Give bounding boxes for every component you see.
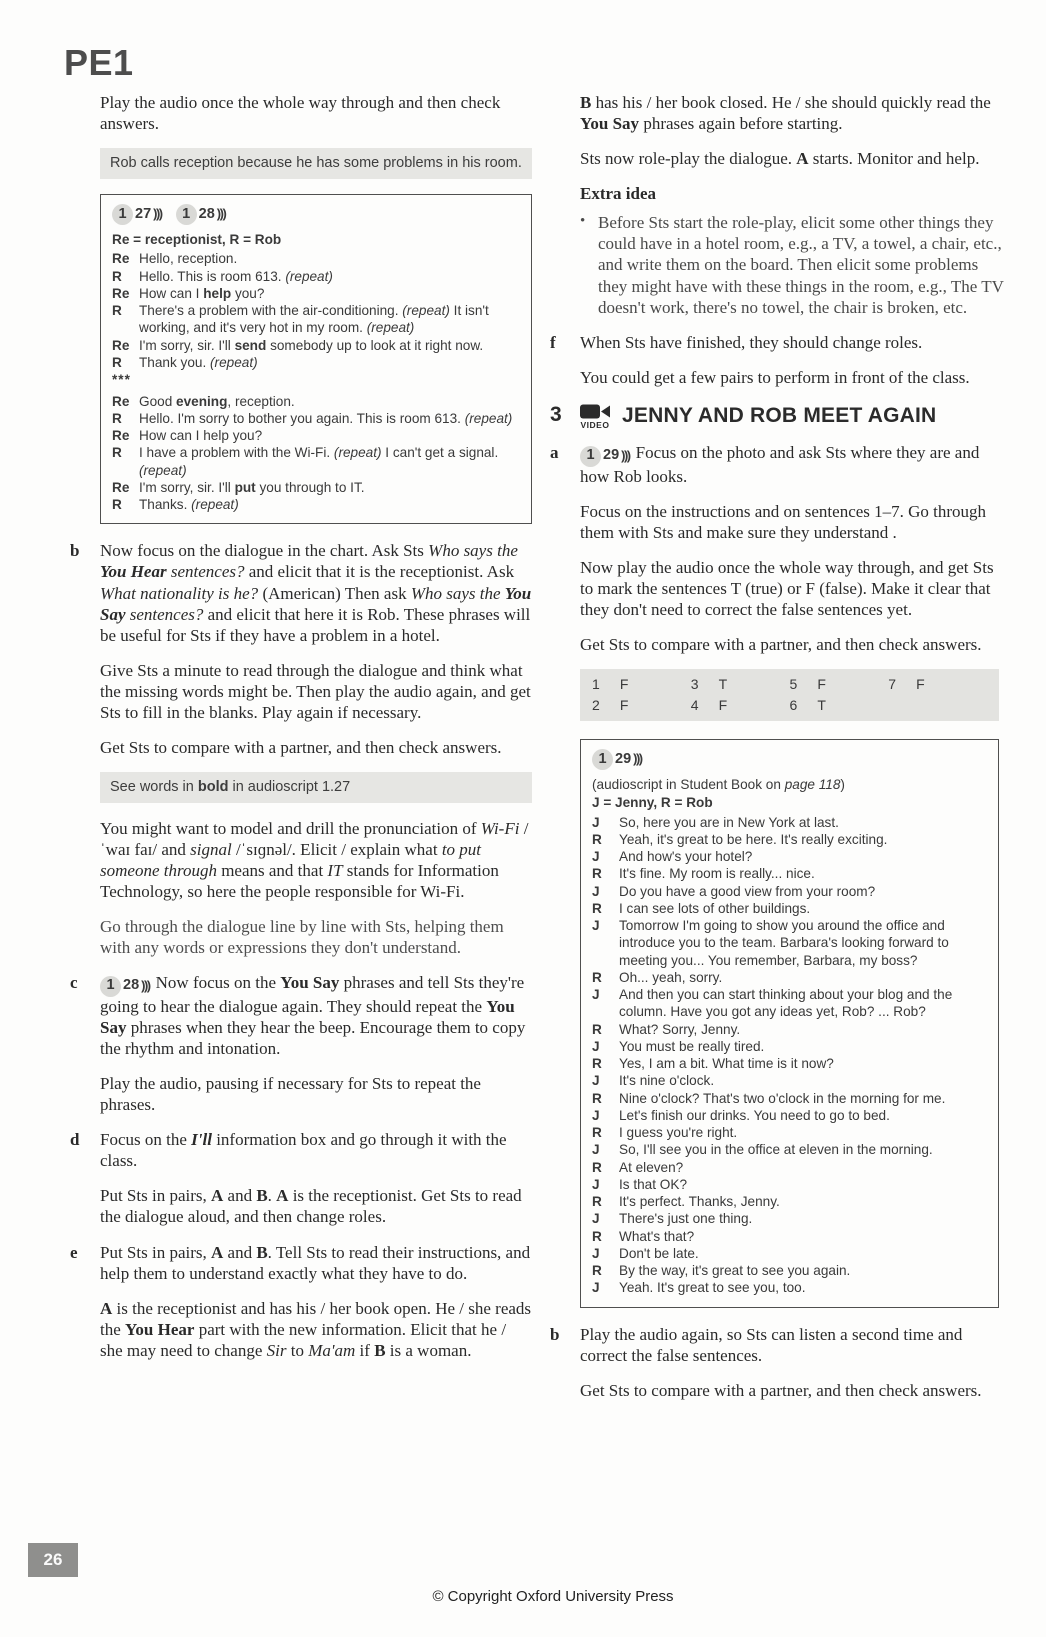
dialogue-line: [592, 1021, 987, 1038]
dialogue-line: [592, 814, 987, 831]
step-c: [70, 972, 532, 1115]
answer-item: [691, 697, 790, 714]
dialogue-text: It's fine. My room is really... nice.: [619, 866, 815, 882]
paragraph: [100, 972, 532, 1059]
audio-track-number: 28: [123, 977, 140, 994]
paragraph-text: Focus on the photo and ask Sts where they are and how Rob looks.: [580, 443, 980, 486]
page-number-badge: 26: [28, 1543, 78, 1577]
paragraph: A is the receptionist and has his / her book open. He / she reads the You Hear part with the new information. Elicit that he / she may need to change Sir to Ma'am if B is a woman.: [100, 1298, 532, 1360]
speaker-label: R: [112, 410, 122, 426]
step-letter: b: [550, 1324, 560, 1344]
speaker-label: J: [592, 1142, 600, 1158]
dialogue-line: [592, 986, 987, 1021]
dialogue-text: I have a problem with the Wi-Fi. (repeat) I can't get a signal. (repeat): [139, 445, 499, 478]
dialogue-text: Tomorrow I'm going to show you around the office and introduce you to the team. Barbara's looking forward to meeting you... You remember, Barbara, my boss?: [619, 918, 949, 968]
dialogue-text: At eleven?: [619, 1159, 684, 1175]
step-letter: f: [550, 332, 556, 352]
step-letter: c: [70, 973, 78, 993]
paragraph: You could get a few pairs to perform in front of the class.: [580, 367, 970, 387]
dialogue-line: [592, 883, 987, 900]
summary-box: Rob calls reception because he has some problems in his room.: [100, 148, 532, 179]
dialogue-text: It's nine o'clock.: [619, 1073, 715, 1089]
speaker-label: R: [592, 1159, 602, 1175]
dialogue-text: Hello. This is room 613. (repeat): [139, 268, 333, 284]
speaker-label: J: [592, 1176, 600, 1192]
dialogue-part-2: [112, 393, 520, 514]
dialogue-line: [592, 848, 987, 865]
answer-item: [888, 676, 987, 693]
page-title: PE1: [64, 42, 134, 83]
dialogue-line: [112, 479, 520, 496]
answer-item: [592, 697, 691, 714]
speaker-label: R: [112, 354, 122, 370]
dialogue-line: [112, 496, 520, 513]
dialogue-text: There's just one thing.: [619, 1211, 753, 1227]
dialogue-line: [112, 444, 520, 479]
paragraph: [580, 442, 1011, 487]
dialogue-text: What's that?: [619, 1228, 695, 1244]
dialogue-line: [112, 250, 520, 267]
dialogue-line: [592, 900, 987, 917]
speaker-label: R: [592, 1056, 602, 1072]
dialogue-line: [592, 1193, 987, 1210]
audio-disc-icon: 1: [592, 749, 613, 770]
answer-value: T: [817, 696, 826, 713]
dialogue-line: [592, 1245, 987, 1262]
answer-item: [790, 676, 889, 693]
audio-track-icon: [592, 749, 642, 770]
dialogue-line: [592, 1141, 987, 1158]
dialogue-text: Yes, I am a bit. What time is it now?: [619, 1056, 834, 1072]
audio-track-icon: [112, 204, 162, 225]
dialogue-text: Yeah. It's great to see you, too.: [619, 1280, 806, 1296]
step-letter: a: [550, 443, 559, 463]
speaker-label: J: [592, 1038, 600, 1054]
paragraph: Get Sts to compare with a partner, and then check answers.: [100, 737, 502, 757]
speaker-label: R: [592, 900, 602, 916]
cast-line: J = Jenny, R = Rob: [592, 795, 713, 811]
two-column-layout: [65, 92, 1016, 1415]
paragraph: Put Sts in pairs, A and B. Tell Sts to read their instructions, and help them to understand exactly what they have to do.: [100, 1242, 531, 1283]
paragraph: Get Sts to compare with a partner, and then check answers.: [580, 635, 982, 655]
dialogue-text: Is that OK?: [619, 1176, 688, 1192]
dialogue-line: [112, 427, 520, 444]
dialogue-line: [592, 1159, 987, 1176]
dialogue-text: What? Sorry, Jenny.: [619, 1021, 741, 1037]
dialogue-text: Thank you. (repeat): [139, 354, 258, 370]
dialogue-text: You must be really tired.: [619, 1038, 765, 1054]
dialogue-text: Hello, reception.: [139, 251, 238, 267]
dialogue-line: [592, 1262, 987, 1279]
speaker-label: J: [592, 849, 600, 865]
section-number: 3: [550, 402, 562, 426]
dialogue-line: [592, 1107, 987, 1124]
dialogue-line: [592, 1090, 987, 1107]
speaker-label: J: [592, 918, 600, 934]
paragraph: Give Sts a minute to read through the dialogue and think what the missing words might be. Then play the audio again, and get Sts to fill in the blanks. Play again if necessary.: [100, 660, 531, 722]
speaker-label: Re: [112, 428, 130, 444]
audio-track-icon: [580, 446, 630, 467]
video-caption: VIDEO: [580, 419, 610, 430]
answer-value: F: [619, 696, 629, 713]
script-source-note: (audioscript in Student Book on page 118): [592, 777, 845, 793]
answer-item: [790, 697, 889, 714]
bullet-text: Before Sts start the role-play, elicit some other things they could have in a hotel room, e.g., a TV, a towel, a chair, etc., and write them on the board. Then elicit some problems they might have with these things in the room, e.g., The TV doesn't work, there's no towel, the chair is broken, etc.: [598, 213, 1004, 317]
step-b-right: [550, 1324, 1011, 1401]
dialogue-text: It's perfect. Thanks, Jenny.: [619, 1194, 780, 1210]
dialogue-line: [112, 393, 520, 410]
dialogue-text: Nine o'clock? That's two o'clock in the morning for me.: [619, 1090, 946, 1106]
dialogue-text: I'm sorry, sir. I'll put you through to IT.: [139, 479, 365, 495]
dialogue-text: By the way, it's great to see you again.: [619, 1263, 851, 1279]
answer-value: F: [619, 676, 629, 693]
dialogue-line: [592, 969, 987, 986]
speaker-label: Re: [112, 479, 130, 495]
dialogue-line: [112, 268, 520, 285]
speaker-label: Re: [112, 337, 130, 353]
speaker-label: J: [592, 1245, 600, 1261]
speaker-label: R: [112, 268, 122, 284]
paragraph: Put Sts in pairs, A and B. A is the receptionist. Get Sts to read the dialogue aloud, and then change roles.: [100, 1186, 522, 1227]
cast-line: Re = receptionist, R = Rob: [112, 232, 282, 247]
step-e: [70, 1242, 532, 1361]
audio-track-row: [112, 204, 520, 225]
paragraph: You might want to model and drill the pronunciation of Wi-Fi /ˈwaɪ faɪ/ and signal /ˈsɪɡnəl/. Elicit / explain what to put someone through means and that IT stands for Information Technology, so here the people responsible for Wi-Fi.: [100, 818, 529, 902]
answer-item: [691, 676, 790, 693]
speaker-label: J: [592, 814, 600, 830]
speaker-label: R: [592, 1090, 602, 1106]
dialogue-text: How can I help you?: [139, 428, 263, 444]
video-icon: [580, 403, 610, 431]
dialogue-text: Good evening, reception.: [139, 393, 295, 409]
audio-track-row: [592, 749, 987, 770]
section-title: JENNY AND ROB MEET AGAIN: [622, 403, 937, 427]
sound-waves-icon: ))): [633, 751, 642, 767]
dialogue-line: [592, 1124, 987, 1141]
sound-waves-icon: ))): [141, 978, 150, 994]
sound-waves-icon: ))): [153, 206, 162, 222]
dialogue-text: There's a problem with the air-conditioning. (repeat) It isn't working, and it's very hot in my room. (repeat): [139, 303, 489, 336]
dialogue-line: [592, 1055, 987, 1072]
speaker-label: J: [592, 883, 600, 899]
dialogue-part-1: [112, 250, 520, 371]
answer-number: 1: [592, 676, 600, 693]
step-letter: d: [70, 1130, 80, 1150]
dialogue-text: I guess you're right.: [619, 1125, 738, 1141]
dialogue-separator: ***: [112, 372, 131, 387]
speaker-label: R: [112, 445, 122, 461]
paragraph: When Sts have finished, they should change roles.: [580, 332, 923, 352]
intro-paragraph: Play the audio once the whole way through and then check answers.: [100, 93, 501, 134]
answer-number: 2: [592, 696, 600, 713]
audio-track-number: 29: [603, 447, 620, 464]
dialogue-line: [112, 337, 520, 354]
speaker-label: R: [592, 1125, 602, 1141]
speaker-label: R: [112, 497, 122, 513]
extra-idea-title: Extra idea: [580, 184, 657, 204]
dialogue-line: [112, 302, 520, 337]
dialogue-line: [592, 1176, 987, 1193]
answer-number: 4: [690, 696, 699, 713]
bullet-icon: •: [580, 213, 586, 230]
paragraph: B has his / her book closed. He / she should quickly read the You Say phrases again before starting.: [580, 93, 991, 134]
left-column: [65, 92, 532, 1415]
dialogue-text: Don't be late.: [619, 1245, 699, 1261]
paragraph: Now play the audio once the whole way through, and get Sts to mark the sentences T (true) or F (false). Make it clear that they don't need to correct the false sentences yet.: [580, 558, 994, 620]
speaker-label: R: [112, 303, 122, 318]
dialogue-line: [592, 865, 987, 882]
dialogue-text: Hello. I'm sorry to bother you again. This is room 613. (repeat): [139, 410, 513, 426]
audio-track-number: 29: [615, 751, 632, 768]
audio-track-icon: [176, 204, 226, 225]
dialogue-line: [592, 1279, 987, 1296]
speaker-label: R: [592, 1228, 602, 1244]
audioscript-box-1-29: [580, 739, 999, 1308]
answer-item: [592, 676, 691, 693]
dialogue-line: [592, 917, 987, 969]
dialogue-line: [112, 285, 520, 302]
speaker-label: R: [592, 1263, 602, 1279]
audio-disc-icon: 1: [176, 204, 197, 225]
paragraph: Play the audio again, so Sts can listen a second time and correct the false sentences.: [580, 1324, 963, 1365]
dialogue-line: [592, 1072, 987, 1089]
speaker-label: R: [592, 969, 602, 985]
answer-number: 3: [690, 676, 699, 693]
speaker-label: R: [592, 866, 602, 882]
dialogue-text: Thanks. (repeat): [139, 497, 239, 513]
audio-disc-icon: 1: [112, 204, 133, 225]
paragraph: Focus on the I'll information box and go through it with the class.: [100, 1130, 507, 1171]
audio-track-icon: [100, 976, 150, 997]
answer-value: T: [718, 676, 728, 693]
answer-value: F: [718, 696, 728, 713]
copyright-notice: © Copyright Oxford University Press: [432, 1588, 674, 1605]
audio-track-number: 28: [198, 206, 215, 223]
audio-disc-icon: 1: [100, 976, 121, 997]
speaker-label: R: [592, 1194, 602, 1210]
dialogue-text: And then you can start thinking about your blog and the column. Have you got any ideas yet, Rob? ... Rob?: [619, 987, 953, 1020]
audio-track-number: 27: [135, 206, 152, 223]
audioscript-box-1-27: [100, 194, 532, 524]
right-column: [550, 92, 1011, 1415]
dialogue-line: [112, 410, 520, 427]
step-letter: e: [70, 1242, 78, 1262]
dialogue-text: I can see lots of other buildings.: [619, 900, 811, 916]
speaker-label: J: [592, 987, 600, 1003]
paragraph: Now focus on the dialogue in the chart. Ask Sts Who says the You Hear sentences? and elicit that it is the receptionist. Ask What nationality is he? (American) Then ask Who says the You Say sentences? and elicit that here it is Rob. These phrases will be useful for Sts if they have a problem in a hotel.: [100, 541, 532, 645]
speaker-label: Re: [112, 285, 130, 301]
paragraph: Get Sts to compare with a partner, and then check answers.: [580, 1380, 982, 1400]
paragraph-text: Now focus on the You Say phrases and tell Sts they're going to hear the dialogue again. They should repeat the You Say phrases when they hear the beep. Encourage them to copy the rhythm and intonation.: [100, 973, 526, 1058]
dialogue-text: So, I'll see you in the office at eleven in the morning.: [619, 1142, 933, 1158]
speaker-label: J: [592, 1280, 600, 1296]
dialogue-text: Do you have a good view from your room?: [619, 883, 876, 899]
paragraph: Play the audio, pausing if necessary for Sts to repeat the phrases.: [100, 1074, 481, 1115]
paragraph: Go through the dialogue line by line with Sts, helping them with any words or expressions they don't understand.: [100, 917, 504, 958]
step-d: [70, 1129, 532, 1227]
video-camera-icon: [580, 403, 610, 420]
speaker-label: J: [592, 1073, 600, 1089]
answer-value: F: [916, 676, 925, 693]
section-3-header: [550, 402, 1011, 431]
speaker-label: J: [592, 1107, 600, 1123]
dialogue-lines: [592, 814, 987, 1297]
paragraph: Sts now role-play the dialogue. A starts. Monitor and help.: [580, 149, 980, 169]
dialogue-line: [592, 1210, 987, 1227]
speaker-label: Re: [112, 393, 130, 409]
extra-idea-bullet: [580, 212, 1011, 317]
dialogue-text: Let's finish our drinks. You need to go to bed.: [619, 1107, 890, 1123]
step-a: [550, 442, 1011, 655]
dialogue-text: Yeah, it's great to be here. It's really exciting.: [619, 831, 888, 847]
bold-words-box: See words in bold in audioscript 1.27: [100, 772, 532, 803]
speaker-label: Re: [112, 251, 130, 267]
answer-number: 7: [888, 676, 897, 693]
step-b: [70, 540, 532, 758]
answer-number: 6: [789, 696, 798, 713]
speaker-label: R: [592, 1021, 602, 1037]
dialogue-text: Oh... yeah, sorry.: [619, 969, 723, 985]
dialogue-text: How can I help you?: [139, 285, 265, 301]
speaker-label: J: [592, 1211, 600, 1227]
dialogue-line: [112, 354, 520, 371]
dialogue-line: [592, 1228, 987, 1245]
sound-waves-icon: ))): [621, 448, 630, 464]
audio-disc-icon: 1: [580, 446, 601, 467]
step-letter: b: [70, 541, 80, 561]
speaker-label: R: [592, 831, 602, 847]
dialogue-text: And how's your hotel?: [619, 849, 753, 865]
sound-waves-icon: ))): [216, 206, 226, 222]
dialogue-text: I'm sorry, sir. I'll send somebody up to look at it right now.: [139, 337, 484, 353]
dialogue-text: So, here you are in New York at last.: [619, 814, 839, 830]
dialogue-line: [592, 831, 987, 848]
answer-value: F: [817, 676, 826, 693]
paragraph: Focus on the instructions and on sentences 1–7. Go through them with Sts and make sure they understand .: [580, 501, 987, 543]
dialogue-line: [592, 1038, 987, 1055]
step-f: [550, 332, 1011, 388]
answer-number: 5: [789, 676, 798, 693]
answers-box: [580, 669, 999, 721]
